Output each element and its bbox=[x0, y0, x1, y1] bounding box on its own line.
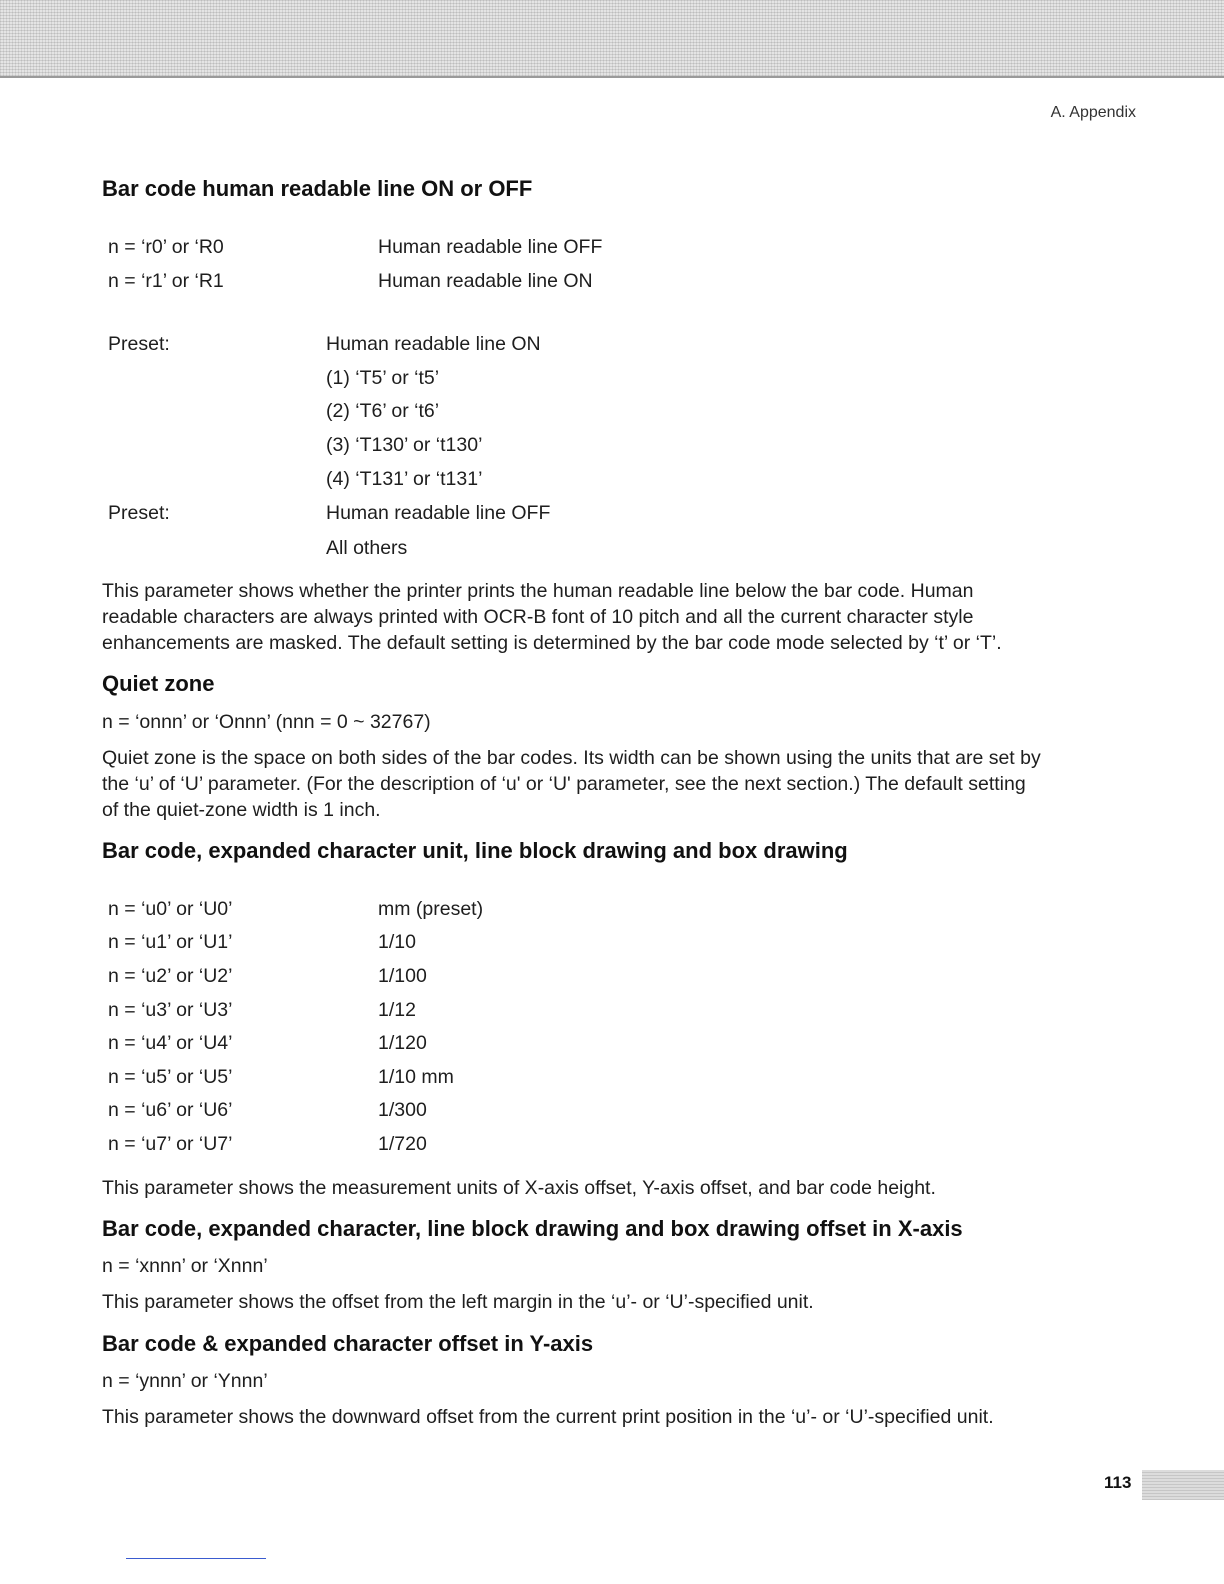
heading-quiet-zone: Quiet zone bbox=[102, 671, 215, 696]
param-value: 1/10 bbox=[378, 931, 416, 953]
syntax-y-offset: n = ‘ynnn’ or ‘Ynnn’ bbox=[102, 1370, 268, 1392]
param-key: n = ‘u7’ or ‘U7’ bbox=[108, 1133, 233, 1155]
heading-x-offset: Bar code, expanded character, line block drawing and box drawing offset in X-axis bbox=[102, 1216, 963, 1241]
preset-line: Human readable line ON bbox=[326, 333, 541, 355]
param-key: n = ‘r1’ or ‘R1 bbox=[108, 270, 224, 292]
preset-label: Preset: bbox=[108, 333, 170, 355]
paragraph-y-offset: This parameter shows the downward offset from the current print position in the ‘u’- or ‘U’-specified unit. bbox=[102, 1406, 994, 1428]
page-number: 113 bbox=[1104, 1473, 1132, 1492]
heading-y-offset: Bar code & expanded character offset in Y-axis bbox=[102, 1331, 594, 1356]
footer-rule bbox=[126, 1558, 266, 1559]
syntax-x-offset: n = ‘xnnn’ or ‘Xnnn’ bbox=[102, 1255, 268, 1277]
syntax-quiet-zone: n = ‘onnn’ or ‘Onnn’ (nnn = 0 ~ 32767) bbox=[102, 711, 431, 733]
preset-line: (2) ‘T6’ or ‘t6’ bbox=[326, 400, 440, 422]
paragraph-units: This parameter shows the measurement units of X-axis offset, Y-axis offset, and bar code height. bbox=[102, 1177, 936, 1199]
param-key: n = ‘u2’ or ‘U2’ bbox=[108, 965, 233, 987]
param-key: n = ‘u6’ or ‘U6’ bbox=[108, 1099, 233, 1121]
param-value: 1/120 bbox=[378, 1032, 427, 1054]
param-key: n = ‘r0’ or ‘R0 bbox=[108, 236, 224, 258]
preset-line: (1) ‘T5’ or ‘t5’ bbox=[326, 367, 440, 389]
preset-label: Preset: bbox=[108, 502, 170, 524]
paragraph-line: the ‘u’ of ‘U’ parameter. (For the description of ‘u' or ‘U' parameter, see the next section.) The default setting bbox=[102, 773, 1026, 795]
preset-line: Human readable line OFF bbox=[326, 502, 551, 524]
param-value: 1/300 bbox=[378, 1099, 427, 1121]
section-label: A. Appendix bbox=[1050, 104, 1136, 121]
param-value: 1/10 mm bbox=[378, 1066, 454, 1088]
heading-units: Bar code, expanded character unit, line block drawing and box drawing bbox=[102, 838, 848, 863]
param-key: n = ‘u1’ or ‘U1’ bbox=[108, 931, 233, 953]
paragraph-human-readable bbox=[102, 578, 1142, 656]
preset-line: (3) ‘T130’ or ‘t130’ bbox=[326, 434, 483, 456]
paragraph-line: of the quiet-zone width is 1 inch. bbox=[102, 799, 381, 821]
param-key: n = ‘u5’ or ‘U5’ bbox=[108, 1066, 233, 1088]
preset-line: All others bbox=[326, 537, 408, 559]
param-value: 1/12 bbox=[378, 999, 416, 1021]
param-value: Human readable line ON bbox=[378, 270, 593, 292]
param-key: n = ‘u4’ or ‘U4’ bbox=[108, 1032, 233, 1054]
preset-line: (4) ‘T131’ or ‘t131’ bbox=[326, 468, 483, 490]
paragraph-line: This parameter shows whether the printer prints the human readable line below the bar code. Human bbox=[102, 580, 974, 602]
paragraph-line: enhancements are masked. The default setting is determined by the bar code mode selected by ‘t’ or ‘T’. bbox=[102, 632, 1002, 654]
paragraph-line: readable characters are always printed with OCR-B font of 10 pitch and all the current character style bbox=[102, 606, 974, 628]
param-value: 1/720 bbox=[378, 1133, 427, 1155]
paragraph-line: Quiet zone is the space on both sides of the bar codes. Its width can be shown using the units that are set by bbox=[102, 747, 1041, 769]
page-tab-pattern bbox=[1142, 1470, 1224, 1500]
param-key: n = ‘u0’ or ‘U0’ bbox=[108, 898, 233, 920]
heading-human-readable-line: Bar code human readable line ON or OFF bbox=[102, 176, 533, 201]
header-pattern-band bbox=[0, 0, 1224, 78]
paragraph-x-offset: This parameter shows the offset from the left margin in the ‘u’- or ‘U’-specified unit. bbox=[102, 1291, 814, 1313]
param-value: Human readable line OFF bbox=[378, 236, 603, 258]
param-key: n = ‘u3’ or ‘U3’ bbox=[108, 999, 233, 1021]
paragraph-quiet-zone bbox=[102, 745, 1142, 823]
param-value: 1/100 bbox=[378, 965, 427, 987]
param-value: mm (preset) bbox=[378, 898, 484, 920]
